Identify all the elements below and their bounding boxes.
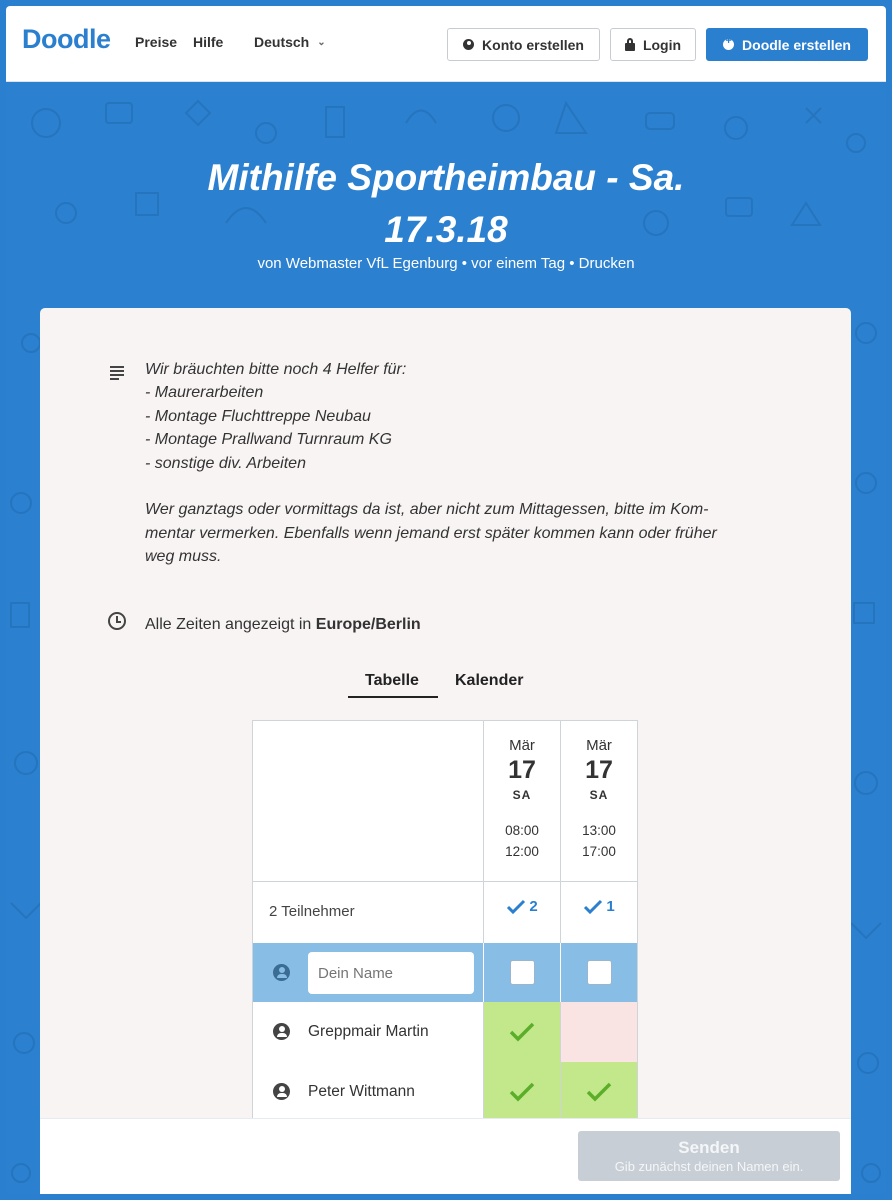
- user-icon: [273, 1023, 290, 1040]
- option-end-time: 17:00: [582, 844, 616, 859]
- chevron-down-icon: ⌄: [317, 36, 326, 48]
- user-icon: [273, 1083, 290, 1100]
- option-time: [484, 820, 560, 862]
- checkmark-icon: [583, 899, 603, 915]
- timezone-value[interactable]: Europe/Berlin: [315, 616, 421, 633]
- checkmark-icon: [508, 1081, 536, 1103]
- clock-icon: [108, 612, 126, 630]
- participant-name: Greppmair Martin: [308, 1023, 429, 1040]
- login-label: Login: [642, 36, 682, 53]
- vote-yes-cell: [561, 1062, 637, 1118]
- top-navbar: [6, 6, 886, 82]
- checkmark-icon: [506, 899, 526, 915]
- nav-help-link[interactable]: Hilfe: [193, 34, 224, 50]
- option-header-2: [561, 721, 637, 881]
- option-2-checkbox-cell: [561, 943, 637, 1002]
- option-day: 17: [585, 756, 613, 784]
- description-icon: [110, 366, 124, 378]
- send-label: Senden: [678, 1138, 740, 1157]
- create-doodle-button[interactable]: [706, 28, 868, 61]
- option-weekday: SA: [589, 788, 609, 802]
- create-account-button[interactable]: [447, 28, 600, 61]
- poll-title-line2: 17.3.18: [384, 209, 508, 250]
- view-tabs: [348, 672, 548, 702]
- option-end-time: 12:00: [505, 844, 539, 859]
- option-1-checkbox-cell: [484, 943, 560, 1002]
- active-tab-indicator: [348, 696, 438, 698]
- option-2-count: [561, 898, 637, 915]
- option-start-time: 08:00: [505, 823, 539, 838]
- new-participant-row: [253, 943, 637, 1002]
- create-doodle-label: Doodle erstellen: [742, 36, 851, 53]
- timezone-info: [145, 616, 421, 634]
- nav-prices-link[interactable]: Preise: [135, 34, 178, 50]
- poll-table: [252, 720, 638, 1118]
- doodle-logo[interactable]: Doodle: [22, 24, 111, 54]
- participants-count: 2 Teilnehmer: [269, 903, 355, 920]
- option-month: Mär: [586, 737, 612, 754]
- name-input[interactable]: [308, 952, 474, 994]
- app-frame: [6, 6, 886, 1194]
- poll-description: Wir bräuchten bitte noch 4 Helfer für: - Maurerarbeiten - Montage Fluchttreppe Neubau - Montage Prallwand Turnraum KG - sonstige div. Arbeiten Wer ganztags oder vormittags da ist, aber nicht zum Mittagessen, bitte im Kom- mentar vermerken. Ebenfalls wenn jemand erst später kommen kann oder früher weg muss.: [145, 361, 717, 566]
- column-divider: [560, 943, 561, 1002]
- option-1-count: [484, 898, 560, 915]
- row-divider: [253, 881, 637, 882]
- option-2-checkbox[interactable]: [587, 960, 612, 985]
- footer-bar: [40, 1118, 851, 1194]
- option-month: Mär: [509, 737, 535, 754]
- login-button[interactable]: [610, 28, 696, 61]
- user-icon: [273, 964, 290, 981]
- send-button[interactable]: [578, 1131, 840, 1181]
- create-account-label: Konto erstellen: [482, 36, 584, 53]
- poll-title: [6, 152, 886, 256]
- option-count-value: 2: [529, 898, 538, 915]
- send-hint: Gib zunächst deinen Namen ein.: [614, 1159, 804, 1174]
- poll-subtitle: von Webmaster VfL Egenburg • vor einem Tag • Drucken: [257, 255, 635, 272]
- option-weekday: SA: [512, 788, 532, 802]
- option-header-1: [484, 721, 560, 881]
- language-select[interactable]: [254, 34, 326, 50]
- user-icon: [463, 39, 474, 50]
- checkmark-icon: [585, 1081, 613, 1103]
- lock-icon: [625, 43, 635, 51]
- poll-title-line1: Mithilfe Sportheimbau - Sa.: [207, 157, 685, 198]
- vote-yes-cell: [484, 1062, 560, 1118]
- participant-name: Peter Wittmann: [308, 1083, 415, 1100]
- option-1-checkbox[interactable]: [510, 960, 535, 985]
- option-day: 17: [508, 756, 536, 784]
- option-start-time: 13:00: [582, 823, 616, 838]
- column-divider: [483, 943, 484, 1002]
- option-time: [561, 820, 637, 862]
- poll-card: [40, 308, 851, 1118]
- option-count-value: 1: [606, 898, 615, 915]
- checkmark-icon: [508, 1021, 536, 1043]
- tab-calendar[interactable]: Kalender: [455, 672, 524, 689]
- timezone-prefix: Alle Zeiten angezeigt in: [145, 616, 312, 633]
- tab-table[interactable]: Tabelle: [365, 672, 419, 689]
- vote-no-cell: [561, 1002, 637, 1062]
- vote-yes-cell: [484, 1002, 560, 1062]
- plus-circle-icon: [723, 39, 734, 50]
- language-label: Deutsch: [254, 34, 310, 50]
